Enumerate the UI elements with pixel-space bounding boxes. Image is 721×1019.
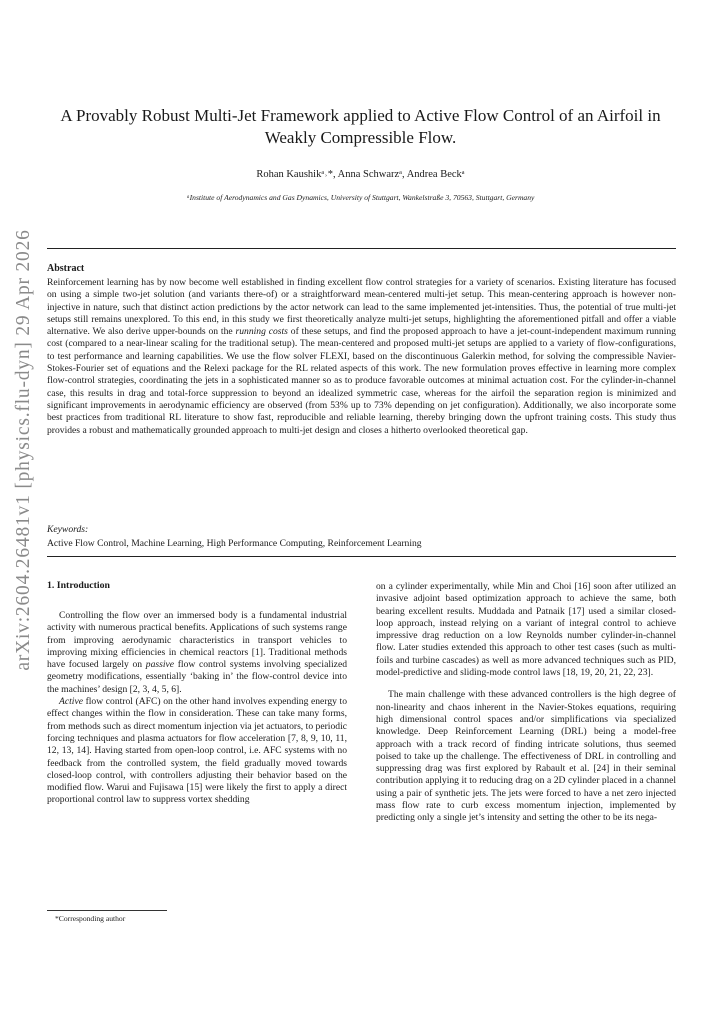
title-line-2: Weakly Compressible Flow. (264, 128, 457, 147)
paper-title (45, 105, 676, 149)
abstract-text-part-1: Reinforcement learning has by now become well established in finding excellent flow control strategies for a variety of scenarios. Existing literature has focused on using a simple two-jet solution (and variants there-of) or a straightforward mean-centered multi-jet setup. This mean-centering approach is however non-injective in nature, such that distinct action predictions by the actor network can lead to the same implemented jet-intensities. Thus, the potential of true multi-jet setups still remains unexplored. To this end, in this study we first theoretically analyze multi-jet setups, highlighting the aforementioned pitfall and offer a viable alternative. We also derive upper-bounds on the (47, 277, 676, 338)
right-column (376, 581, 676, 825)
section-heading-introduction: 1. Introduction (47, 580, 110, 591)
intro-paragraph-2 (47, 696, 347, 807)
footnote-corresponding-author: *Corresponding author (55, 914, 126, 923)
footnote-rule (47, 910, 167, 911)
abstract-top-rule (47, 248, 676, 249)
intro-paragraph-1 (47, 610, 347, 696)
author-list: Rohan Kaushikᵃ˒*, Anna Schwarzᵃ, Andrea Beckᵃ (256, 169, 465, 180)
title-line-1: A Provably Robust Multi-Jet Framework applied to Active Flow Control of an Airfoil in (60, 106, 661, 125)
intro-p2-italic: Active (59, 696, 83, 708)
keywords-list: Active Flow Control, Machine Learning, High Performance Computing, Reinforcement Learning (47, 538, 422, 549)
affiliation: ᵃInstitute of Aerodynamics and Gas Dynamics, University of Stuttgart, Wankelstraße 3, 70563, Stuttgart, Germany (186, 193, 535, 202)
intro-paragraph-3: on a cylinder experimentally, while Min and Choi [16] soon after utilized an invasive adjoint based optimization approach to achieve the same, both bearing excellent results. Muddada and Patnaik [17] used a similar closed-loop approach, instead relying on a variant of integral control to achieve impressive drag reduction on a low Reynolds number cylinder-in-channel flow. Later studies extended this approach to other test cases (such as multi-foils and turbine cascades) as well as more advanced techniques such as PID, model-predictive and sliding-mode control laws [18, 19, 20, 21, 22, 23]. (376, 581, 676, 679)
keywords-heading: Keywords: (47, 524, 89, 535)
arxiv-id-label: arXiv:2604.26481v1 [physics.flu-dyn] 29 Apr 2026 (13, 229, 34, 671)
abstract-text-part-2: of these setups, and find the proposed approach to have a jet-count-independent maximum running cost (compared to a near-linear scaling for the traditional setup). The mean-centered and proposed multi-jet setups are applied to a variety of flow-configurations, to test performance and learning capabilities. We use the flow solver FLEXI, based on the discontinuous Galerkin method, for solving the compressible Navier-Stokes-Fourier set of equations and the Relexi package for the RL related aspects of this work. The new formulation proves effective in learning more complex flow-control strategies, coordinating the jets in a sophisticated manner so as to produce favorable outcomes at minimal actuation cost. For the cylinder-in-channel case, this results in drag and total-force suppression to beyond an idealized symmetric case, whereas for the airfoil the separation region is minimized and significant improvements in aerodynamic efficiency are observed (from 53% up to 73% depending on jet configuration). Additionally, we also incorporate some best practices from traditional RL literature to show fast, reproducible and reliable learning, thereby bringing down the upfront training costs. This study thus provides a robust and mathematically grounded approach to multi-jet design and closes a hitherto overlooked theoretical gap. (47, 326, 676, 436)
arxiv-sidebar-stamp (4, 229, 44, 671)
abstract-heading: Abstract (47, 263, 85, 274)
intro-p1-italic: passive (145, 659, 175, 671)
intro-paragraph-4: The main challenge with these advanced controllers is the high degree of non-linearity and chaos inherent in the Navier-Stokes equations, requiring high dimensional control spaces and/or simplifications via specialized knowledge. Deep Reinforcement Learning (DRL) being a model-free approach with a track record of finding intricate solutions, thus seemed poised to take up the challenge. The effectiveness of DRL in controlling and suppressing drag was first explored by Rabault et al. [24] in their seminal contribution applying it to reducing drag on a 2D cylinder placed in a channel using a pair of synthetic jets. The jets were forced to have a net zero injected mass flow rate to curb excess momentum injection, implemented by predicting only a single jet’s intensity and setting the other to be its nega- (376, 689, 676, 824)
intro-p2-text: flow control (AFC) on the other hand involves expending energy to effect changes within the flow in consideration. These can take many forms, from methods such as direct momentum injection via jet actuators, to periodic forcing techniques and plasma actuators for flow acceleration [7, 8, 9, 10, 11, 12, 13, 14]. Having started from open-loop control, i.e. AFC systems with no feedback from the controlled system, the field gradually moved towards closed-loop control, with controllers adjusting their behavior based on the modified flow. Warui and Fujisawa [15] were likely the first to apply a direct proportional control law to suppress vortex shedding (47, 696, 347, 806)
abstract-text-italic: running costs (235, 326, 288, 338)
abstract-body (47, 277, 676, 437)
intro-p1-text: Controlling the flow over an immersed body is a fundamental industrial activity with numerous practical benefits. Applications of such systems range from improving aerodynamic characteristics in transport vehicles to improving mixing efficiencies in chemical reactors [1]. Traditional methods have focused largely on (47, 610, 347, 671)
intro-p1-text-after: flow control systems involving specialized geometry modifications, essentially ‘baking in’ the flow-control device into the machines’ design [2, 3, 4, 5, 6]. (47, 659, 347, 695)
left-column (47, 610, 347, 807)
abstract-bottom-rule (47, 556, 676, 557)
